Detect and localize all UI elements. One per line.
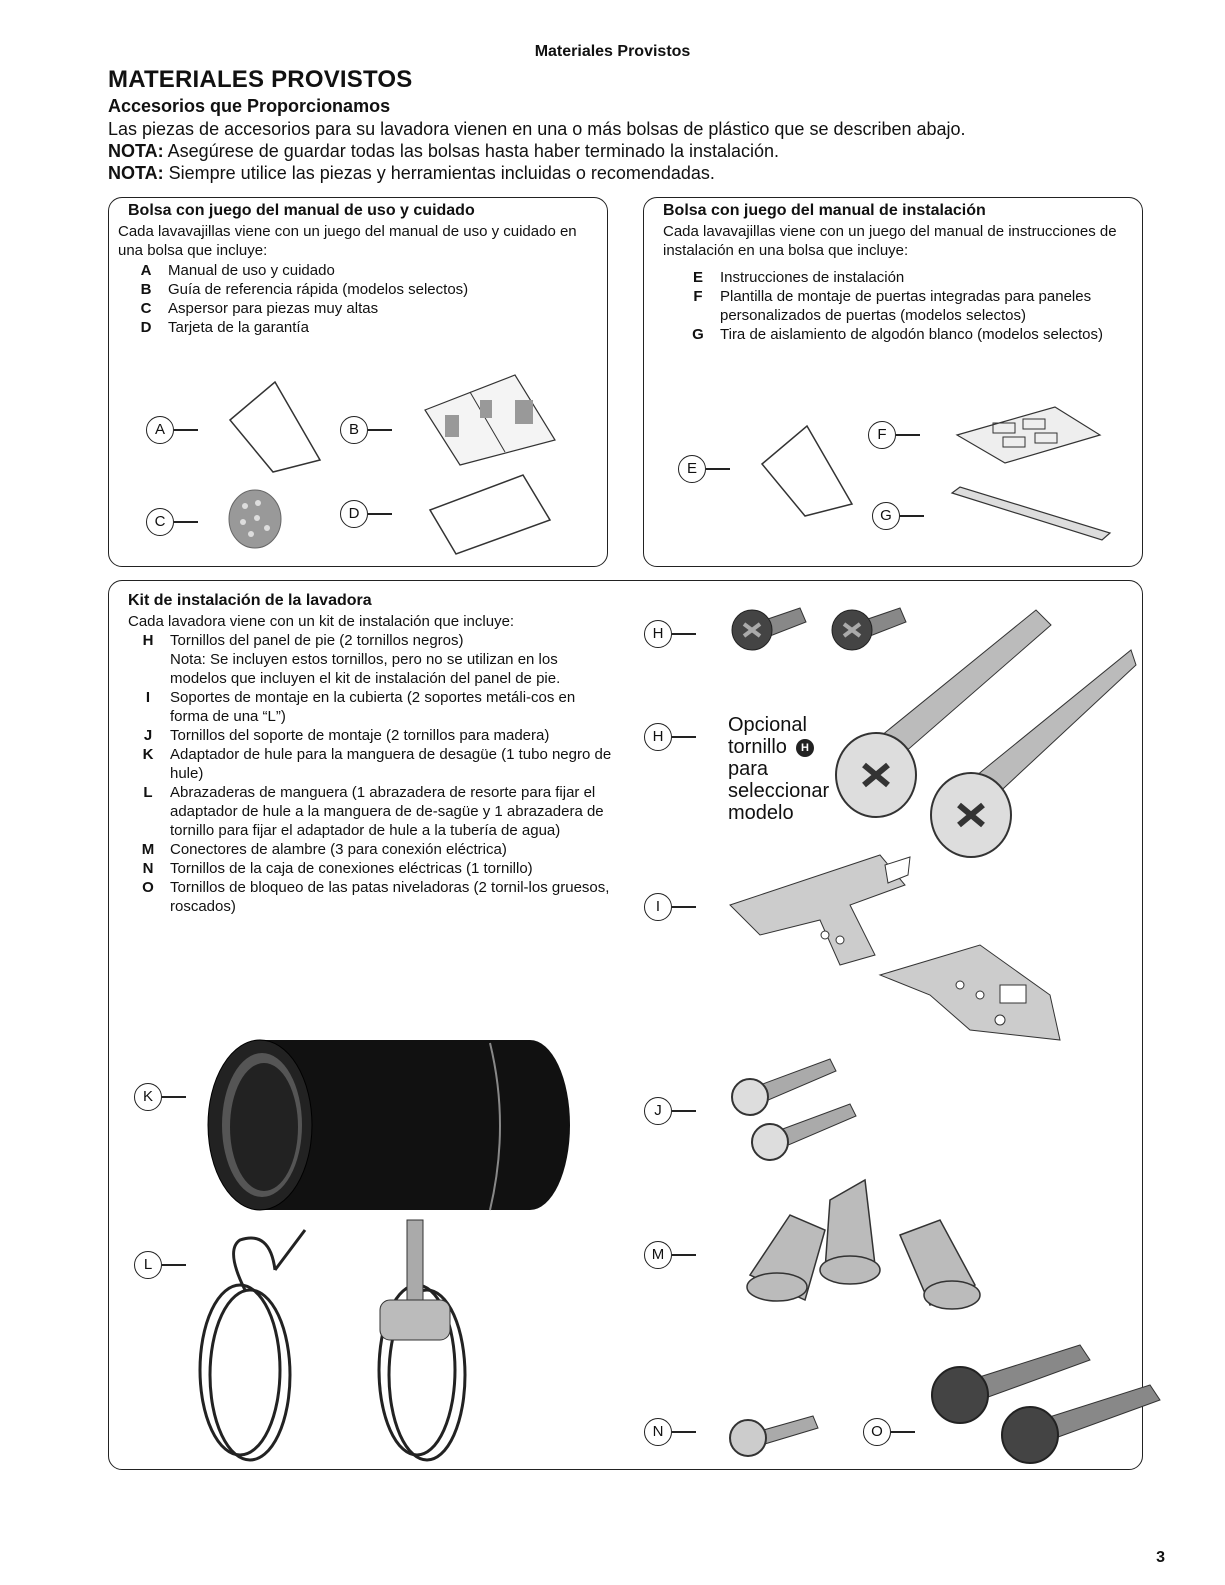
item-text: Manual de uso y cuidado — [168, 262, 335, 279]
optional-line-1: Opcional — [728, 714, 807, 736]
item-letter — [136, 650, 160, 688]
item-text: Conectores de alambre (3 para conexión eléctrica) — [170, 841, 507, 858]
callout-m: M — [644, 1241, 672, 1269]
callout-h-optional: H — [644, 723, 672, 751]
callout-k: K — [134, 1083, 162, 1111]
running-head: Materiales Provistos — [534, 43, 691, 60]
item-letter: D — [140, 319, 152, 336]
item-letter: N — [142, 860, 154, 877]
use-care-box-title: Bolsa con juego del manual de uso y cuidado — [128, 202, 475, 219]
install-manual-box-desc: Cada lavavajillas viene con un juego del manual de instrucciones de instalación en una bolsa que incluye: — [663, 223, 1117, 259]
use-care-box-desc: Cada lavavajillas viene con un juego del manual de uso y cuidado en una bolsa que incluye: — [118, 223, 577, 259]
item-text: Nota: Se incluyen estos tornillos, pero no se utilizan en los modelos que incluyen el kit de instalación del panel de pie. — [170, 651, 561, 687]
kit-item-list — [136, 631, 616, 916]
optional-line-4: seleccionar — [728, 780, 830, 802]
item-letter: C — [140, 300, 152, 317]
insulation-strip-icon — [950, 485, 1115, 545]
callout-d: D — [340, 500, 368, 528]
callout-h: H — [644, 620, 672, 648]
use-care-item-list — [134, 261, 594, 337]
install-manual-item-list — [686, 268, 1126, 344]
item-text: Tarjeta de la garantía — [168, 319, 309, 336]
item-letter: H — [142, 632, 154, 649]
list-item — [686, 325, 1126, 344]
optional-line-3: para — [728, 758, 769, 780]
kit-box-desc: Cada lavadora viene con un kit de instalación que incluye: — [128, 613, 515, 630]
callout-e: E — [678, 455, 706, 483]
callout-l: L — [134, 1251, 162, 1279]
mounting-brackets-icon — [730, 845, 1130, 1040]
list-item — [136, 859, 616, 878]
list-item — [134, 261, 594, 280]
callout-a: A — [146, 416, 174, 444]
hose-clamps-icon — [185, 1210, 465, 1470]
item-letter: I — [145, 689, 151, 706]
note-1-label: NOTA: — [108, 141, 164, 161]
item-letter: G — [692, 326, 704, 343]
optional-long-screws-icon — [836, 600, 1136, 850]
list-item — [136, 631, 616, 650]
item-text: Tornillos del panel de pie (2 tornillos negros) — [170, 632, 464, 649]
list-item — [134, 280, 594, 299]
item-letter: F — [693, 288, 703, 305]
item-text: Tornillos del soporte de montaje (2 tornillos para madera) — [170, 727, 550, 744]
leveling-leg-locking-screws-icon — [930, 1340, 1130, 1465]
list-item — [136, 650, 616, 688]
optional-screw-note — [728, 714, 829, 824]
item-letter: E — [692, 269, 703, 286]
warranty-card-icon — [428, 470, 553, 558]
inline-callout-h: H — [796, 739, 814, 757]
use-care-manual-icon — [225, 380, 325, 475]
list-item — [134, 318, 594, 337]
door-mounting-template-icon — [955, 405, 1105, 465]
item-text: Tornillos de bloqueo de las patas niveladoras (2 tornil-los gruesos, roscados) — [170, 879, 610, 915]
sprayer-icon — [225, 488, 285, 550]
list-item — [136, 840, 616, 859]
item-text: Plantilla de montaje de puertas integradas para paneles personalizados de puertas (modelos selectos) — [720, 288, 1092, 324]
item-letter: A — [140, 262, 152, 279]
list-item — [136, 878, 616, 916]
kit-box-title: Kit de instalación de la lavadora — [128, 592, 372, 609]
item-letter: O — [142, 879, 154, 896]
page-number: 3 — [1156, 1549, 1165, 1566]
item-text: Tornillos de la caja de conexiones eléctricas (1 tornillo) — [170, 860, 533, 877]
installation-instructions-icon — [757, 424, 857, 519]
note-1 — [108, 140, 779, 162]
item-text: Tira de aislamiento de algodón blanco (modelos selectos) — [720, 326, 1103, 343]
rubber-adapter-icon — [200, 1035, 575, 1215]
item-text: Guía de referencia rápida (modelos selectos) — [168, 281, 469, 298]
mounting-bracket-screws-icon — [730, 1055, 860, 1170]
callout-g: G — [872, 502, 900, 530]
quick-reference-guide-icon — [420, 370, 560, 470]
optional-line-5: modelo — [728, 802, 794, 824]
item-text: Abrazaderas de manguera (1 abrazadera de resorte para fijar el adaptador de hule a la manguera de de-sagüe y 1 abrazadera de tornillo para fijar el adaptador de hule a la tubería de agua) — [170, 784, 604, 839]
list-item — [136, 726, 616, 745]
item-letter: M — [141, 841, 155, 858]
item-letter: K — [142, 746, 154, 763]
list-item — [686, 287, 1126, 325]
item-text: Soportes de montaje en la cubierta (2 soportes metáli-cos en forma de una “L”) — [170, 689, 576, 725]
list-item — [134, 299, 594, 318]
item-letter: J — [143, 727, 153, 744]
page-title: MATERIALES PROVISTOS — [108, 66, 413, 93]
note-2-label: NOTA: — [108, 163, 164, 183]
callout-c: C — [146, 508, 174, 536]
item-text: Aspersor para piezas muy altas — [168, 300, 379, 317]
list-item — [136, 783, 616, 840]
item-letter: L — [143, 784, 153, 801]
list-item — [136, 745, 616, 783]
item-text: Adaptador de hule para la manguera de desagüe (1 tubo negro de hule) — [170, 746, 612, 782]
list-item — [686, 268, 1126, 287]
note-2-text: Siempre utilice las piezas y herramientas incluidas o recomendadas. — [163, 163, 715, 183]
intro-text: Las piezas de accesorios para su lavadora vienen en una o más bolsas de plástico que se describen abajo. — [108, 119, 966, 139]
page-subtitle: Accesorios que Proporcionamos — [108, 96, 391, 116]
callout-b: B — [340, 416, 368, 444]
list-item — [136, 688, 616, 726]
install-manual-box-title: Bolsa con juego del manual de instalación — [663, 202, 986, 219]
callout-n: N — [644, 1418, 672, 1446]
optional-line-2-text: tornillo — [728, 736, 787, 758]
item-text: Instrucciones de instalación — [720, 269, 905, 286]
note-2 — [108, 162, 715, 184]
junction-box-screw-icon — [728, 1408, 823, 1463]
callout-o: O — [863, 1418, 891, 1446]
item-letter: B — [140, 281, 152, 298]
callout-j: J — [644, 1097, 672, 1125]
note-1-text: Asegúrese de guardar todas las bolsas hasta haber terminado la instalación. — [163, 141, 780, 161]
wire-connectors-icon — [730, 1175, 1030, 1325]
callout-f: F — [868, 421, 896, 449]
callout-i: I — [644, 893, 672, 921]
